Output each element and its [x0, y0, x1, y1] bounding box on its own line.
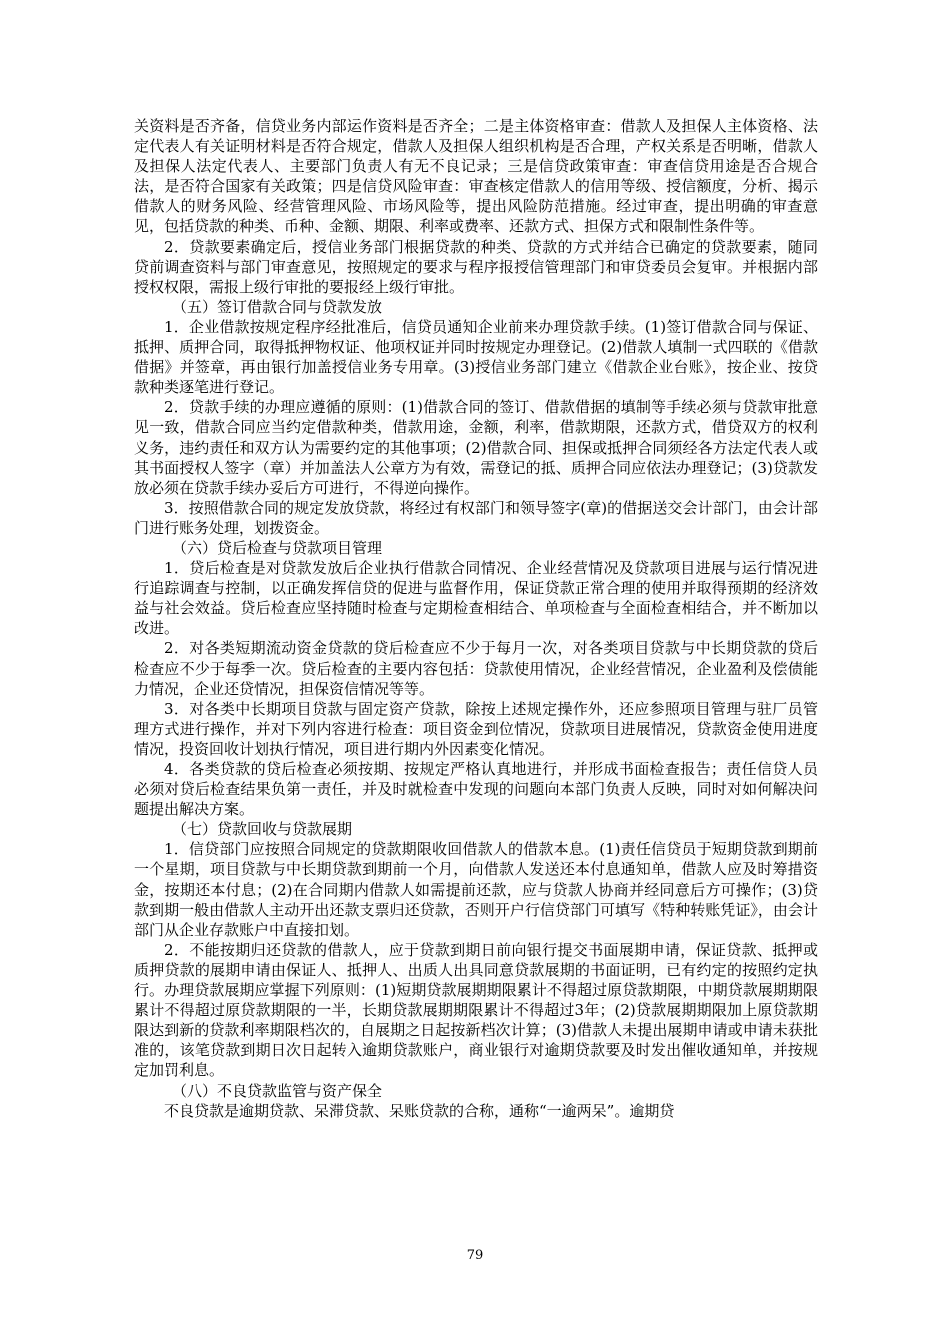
paragraph: 2．贷款手续的办理应遵循的原则：(1)借款合同的签订、借款借据的填制等手续必须与贷款审批意见一致，借款合同应当约定借款种类，借款用途，金额，利率，借款期限，还款方式，借贷双方的权利义务，违约责任和双方认为需要约定的其他事项；(2)借款合同、担保或抵押合同须经各方法定代表人或其书面授权人签字（章）并加盖法人公章方为有效，需登记的抵、质押合同应依法办理登记；(3)贷款发放必须在贷款手续办妥后方可进行，不得逆向操作。: [134, 398, 818, 497]
page-number: 79: [466, 1248, 484, 1263]
paragraph: 不良贷款是逾期贷款、呆滞贷款、呆账贷款的合称，通称“一逾两呆”。逾期贷: [164, 1101, 675, 1120]
section-heading: （六）贷后检查与贷款项目管理: [172, 538, 383, 557]
paragraph: 3．对各类中长期项目贷款与固定资产贷款，除按上述规定操作外，还应参照项目管理与驻厂员管理方式进行操作，并对下列内容进行检查：项目资金到位情况，贷款项目进展情况，贷款资金使用进度情况，投资回收计划执行情况，项目进行期内外因素变化情况。: [134, 699, 818, 758]
paragraph: 4．各类贷款的贷后检查必须按期、按规定严格认真地进行，并形成书面检查报告；责任信贷人员必须对贷后检查结果负第一责任，并及时就检查中发现的问题向本部门负责人反映，同时对如何解决问题提出解决方案。: [134, 760, 818, 819]
paragraph: 1．信贷部门应按照合同规定的贷款期限收回借款人的借款本息。(1)责任信贷员于短期贷款到期前一个星期，项目贷款与中长期贷款到期前一个月，向借款人发送还本付息通知单，借款人应及时筹措资金，按期还本付息；(2)在合同期内借款人如需提前还款，应与贷款人协商并经同意后方可操作；(3)贷款到期一般由借款人主动开出还款支票归还贷款，否则开户行信贷部门可填写《特种转账凭证》，由会计部门从企业存款账户中直接扣划。: [134, 840, 818, 939]
paragraph: 2．不能按期归还贷款的借款人，应于贷款到期日前向银行提交书面展期申请，保证贷款、抵押或质押贷款的展期申请由保证人、抵押人、出质人出具同意贷款展期的书面证明，已有约定的按照约定执行。办理贷款展期应掌握下列原则：(1)短期贷款展期期限累计不得超过原贷款期限，中期贷款展期期限累计不得超过原贷款期限的一半，长期贷款展期期限累计不得超过3年；(2)贷款展期期限加上原贷款期限达到新的贷款利率期限档次的，自展期之日起按新档次计算；(3)借款人未提出展期申请或申请未获批准的，该笔贷款到期日次日起转入逾期贷款账户，商业银行对逾期贷款要及时发出催收通知单，并按规定加罚利息。: [134, 940, 818, 1080]
paragraph-continued: 关资料是否齐备，信贷业务内部运作资料是否齐全；二是主体资格审查：借款人及担保人主体资格、法定代表人有关证明材料是否符合规定，借款人及担保人组织机构是否合理，产权关系是否明晰，借款人及担保人法定代表人、主要部门负责人有无不良记录；三是信贷政策审查：审查信贷用途是否合规合法，是否符合国家有关政策；四是信贷风险审查：审查核定借款人的信用等级、授信额度，分析、揭示借款人的财务风险、经营管理风险、市场风险等，提出风险防范措施。经过审查，提出明确的审查意见，包括贷款的种类、币种、金额、期限、利率或费率、还款方式、担保方式和限制性条件等。: [134, 117, 818, 236]
paragraph: 2．对各类短期流动资金贷款的贷后检查应不少于每月一次，对各类项目贷款与中长期贷款的贷后检查应不少于每季一次。贷后检查的主要内容包括：贷款使用情况，企业经营情况，企业盈利及偿债能力情况，企业还贷情况，担保资信情况等等。: [134, 639, 818, 698]
body-text: [134, 116, 818, 1121]
paragraph: 2．贷款要素确定后，授信业务部门根据贷款的种类、贷款的方式并结合已确定的贷款要素，随同贷前调查资料与部门审查意见，按照规定的要求与程序报授信管理部门和审贷委员会复审。并根据内部授权权限，需报上级行审批的要报经上级行审批。: [134, 237, 818, 296]
paragraph: 1．贷后检查是对贷款发放后企业执行借款合同情况、企业经营情况及贷款项目进展与运行情况进行追踪调查与控制，以正确发挥信贷的促进与监督作用，保证贷款正常合理的使用并取得预期的经济效益与社会效益。贷后检查应坚持随时检查与定期检查相结合、单项检查与全面检查相结合，并不断加以改进。: [134, 559, 818, 638]
section-heading: （八）不良贷款监管与资产保全: [172, 1081, 383, 1100]
section-heading: （五）签订借款合同与贷款发放: [172, 297, 383, 316]
paragraph: 1．企业借款按规定程序经批准后，信贷员通知企业前来办理贷款手续。(1)签订借款合同与保证、抵押、质押合同，取得抵押物权证、他项权证并同时按规定办理登记。(2)借款人填制一式四联的《借款借据》并签章，再由银行加盖授信业务专用章。(3)授信业务部门建立《借款企业台账》，按企业、按贷款种类逐笔进行登记。: [134, 317, 818, 397]
section-heading: （七）贷款回收与贷款展期: [172, 820, 353, 839]
paragraph: 3．按照借款合同的规定发放贷款，将经过有权部门和领导签字(章)的借据送交会计部门，由会计部门进行账务处理，划拨资金。: [134, 498, 818, 537]
